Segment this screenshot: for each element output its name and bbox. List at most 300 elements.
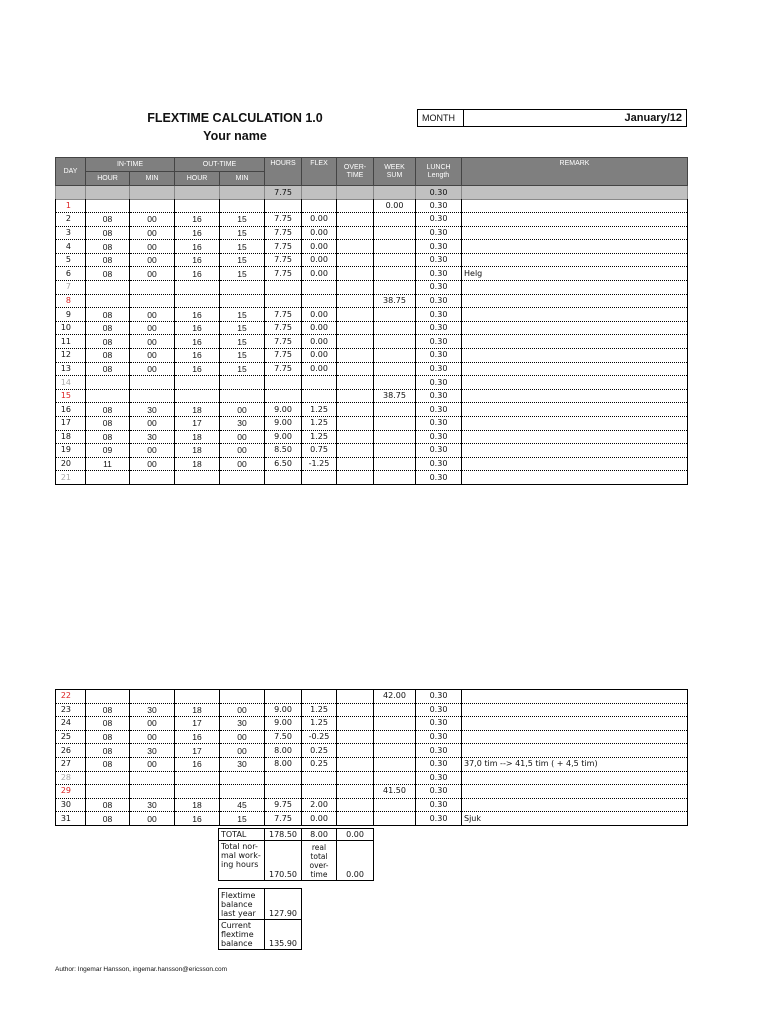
in-hour-cell[interactable] bbox=[86, 389, 130, 403]
in-hour-cell[interactable]: 08 bbox=[86, 730, 130, 744]
overtime-cell[interactable] bbox=[337, 417, 374, 431]
lunch-cell[interactable]: 0.30 bbox=[416, 267, 462, 281]
out-min-cell[interactable]: 15 bbox=[220, 213, 265, 227]
week-sum-cell bbox=[374, 253, 416, 267]
hours-cell: 7.75 bbox=[265, 226, 302, 240]
week-sum-cell bbox=[374, 457, 416, 471]
hours-cell: 9.00 bbox=[265, 703, 302, 717]
overtime-cell[interactable] bbox=[337, 771, 374, 785]
in-min-cell[interactable]: 00 bbox=[130, 417, 175, 431]
hours-cell: 8.50 bbox=[265, 444, 302, 458]
out-hour-cell[interactable]: 18 bbox=[175, 798, 220, 812]
remark-cell[interactable]: Sjuk bbox=[462, 812, 688, 826]
overtime-cell[interactable] bbox=[337, 457, 374, 471]
overtime-cell[interactable] bbox=[337, 226, 374, 240]
out-hour-cell[interactable]: 16 bbox=[175, 253, 220, 267]
hours-cell bbox=[265, 785, 302, 799]
balance-last-year-value[interactable]: 127.90 bbox=[265, 889, 302, 920]
in-hour-cell[interactable]: 08 bbox=[86, 417, 130, 431]
overtime-cell[interactable] bbox=[337, 703, 374, 717]
day-row bbox=[56, 812, 688, 826]
out-hour-cell[interactable]: 18 bbox=[175, 403, 220, 417]
lunch-cell[interactable]: 0.30 bbox=[416, 457, 462, 471]
total-label: TOTAL bbox=[219, 829, 265, 841]
flex-cell: 0.00 bbox=[302, 240, 337, 254]
in-min-cell[interactable]: 30 bbox=[130, 430, 175, 444]
in-min-cell[interactable]: 00 bbox=[130, 812, 175, 826]
hours-cell bbox=[265, 471, 302, 485]
out-min-cell[interactable]: 00 bbox=[220, 744, 265, 758]
lunch-cell[interactable]: 0.30 bbox=[416, 240, 462, 254]
in-min-cell[interactable] bbox=[130, 785, 175, 799]
out-hour-cell[interactable]: 16 bbox=[175, 757, 220, 771]
month-value[interactable]: January/12 bbox=[624, 112, 682, 124]
overtime-cell[interactable] bbox=[337, 690, 374, 704]
out-hour-cell[interactable] bbox=[175, 471, 220, 485]
out-min-cell[interactable] bbox=[220, 294, 265, 308]
day-cell: 30 bbox=[56, 798, 86, 812]
hours-cell: 7.75 bbox=[265, 267, 302, 281]
out-min-cell[interactable]: 15 bbox=[220, 226, 265, 240]
in-min-cell[interactable]: 00 bbox=[130, 757, 175, 771]
hours-cell: 9.00 bbox=[265, 717, 302, 731]
in-hour-cell[interactable] bbox=[86, 281, 130, 295]
remark-cell[interactable] bbox=[462, 362, 688, 376]
overtime-cell[interactable] bbox=[337, 403, 374, 417]
real-overtime-value: 0.00 bbox=[337, 841, 374, 881]
in-min-cell[interactable]: 00 bbox=[130, 717, 175, 731]
remark-cell[interactable] bbox=[462, 376, 688, 390]
overtime-cell[interactable] bbox=[337, 349, 374, 363]
remark-cell[interactable] bbox=[462, 430, 688, 444]
week-sum-cell bbox=[374, 376, 416, 390]
lunch-cell[interactable]: 0.30 bbox=[416, 308, 462, 322]
day-row bbox=[56, 430, 688, 444]
lunch-cell[interactable]: 0.30 bbox=[416, 430, 462, 444]
out-hour-cell[interactable]: 16 bbox=[175, 730, 220, 744]
remark-cell[interactable]: Helg bbox=[462, 267, 688, 281]
in-hour-cell[interactable] bbox=[86, 690, 130, 704]
overtime-cell[interactable] bbox=[337, 199, 374, 213]
week-sum-cell bbox=[374, 430, 416, 444]
hours-cell: 9.00 bbox=[265, 403, 302, 417]
week-sum-cell bbox=[374, 471, 416, 485]
lunch-cell[interactable]: 0.30 bbox=[416, 798, 462, 812]
remark-cell[interactable]: 37,0 tim --> 41,5 tim ( + 4,5 tim) bbox=[462, 757, 688, 771]
out-min-cell[interactable] bbox=[220, 471, 265, 485]
week-sum-cell bbox=[374, 444, 416, 458]
hours-cell: 7.75 bbox=[265, 321, 302, 335]
overtime-cell[interactable] bbox=[337, 389, 374, 403]
in-hour-cell[interactable] bbox=[86, 771, 130, 785]
hours-cell: 9.00 bbox=[265, 417, 302, 431]
lunch-cell[interactable]: 0.30 bbox=[416, 335, 462, 349]
out-min-cell[interactable]: 15 bbox=[220, 267, 265, 281]
out-min-cell[interactable] bbox=[220, 389, 265, 403]
in-hour-cell[interactable]: 08 bbox=[86, 812, 130, 826]
out-hour-cell[interactable]: 16 bbox=[175, 335, 220, 349]
in-hour-cell[interactable]: 08 bbox=[86, 335, 130, 349]
remark-cell[interactable] bbox=[462, 240, 688, 254]
lunch-cell[interactable]: 0.30 bbox=[416, 389, 462, 403]
remark-cell[interactable] bbox=[462, 444, 688, 458]
lunch-cell[interactable]: 0.30 bbox=[416, 253, 462, 267]
hours-cell: 8.00 bbox=[265, 744, 302, 758]
col-day: DAY bbox=[56, 158, 86, 186]
day-row bbox=[56, 703, 688, 717]
remark-cell[interactable] bbox=[462, 457, 688, 471]
day-cell: 13 bbox=[56, 362, 86, 376]
lunch-cell[interactable]: 0.30 bbox=[416, 771, 462, 785]
hours-cell bbox=[265, 690, 302, 704]
days-table-part2 bbox=[55, 689, 688, 826]
in-min-cell[interactable]: 00 bbox=[130, 730, 175, 744]
remark-cell[interactable] bbox=[462, 321, 688, 335]
in-min-cell[interactable]: 30 bbox=[130, 744, 175, 758]
lunch-cell[interactable]: 0.30 bbox=[416, 471, 462, 485]
in-hour-cell[interactable] bbox=[86, 785, 130, 799]
lunch-cell[interactable]: 0.30 bbox=[416, 785, 462, 799]
lunch-cell[interactable]: 0.30 bbox=[416, 417, 462, 431]
out-min-cell[interactable]: 15 bbox=[220, 321, 265, 335]
out-hour-cell[interactable]: 16 bbox=[175, 308, 220, 322]
out-min-cell[interactable]: 00 bbox=[220, 430, 265, 444]
overtime-cell[interactable] bbox=[337, 798, 374, 812]
day-row bbox=[56, 213, 688, 227]
remark-cell[interactable] bbox=[462, 253, 688, 267]
day-row bbox=[56, 417, 688, 431]
overtime-cell[interactable] bbox=[337, 812, 374, 826]
lunch-cell[interactable]: 0.30 bbox=[416, 199, 462, 213]
week-sum-cell: 42.00 bbox=[374, 690, 416, 704]
remark-cell[interactable] bbox=[462, 744, 688, 758]
out-hour-cell[interactable]: 18 bbox=[175, 444, 220, 458]
col-hours: HOURS bbox=[265, 158, 302, 186]
month-box bbox=[417, 109, 687, 127]
normal-hours-label: Total nor-mal work-ing hours bbox=[219, 841, 265, 881]
out-hour-cell[interactable]: 16 bbox=[175, 812, 220, 826]
in-min-cell[interactable]: 00 bbox=[130, 253, 175, 267]
lunch-cell[interactable]: 0.30 bbox=[416, 444, 462, 458]
out-min-cell[interactable] bbox=[220, 690, 265, 704]
out-hour-cell[interactable]: 16 bbox=[175, 362, 220, 376]
out-hour-cell[interactable]: 18 bbox=[175, 703, 220, 717]
flex-cell: 0.00 bbox=[302, 213, 337, 227]
day-cell: 8 bbox=[56, 294, 86, 308]
in-min-cell[interactable] bbox=[130, 281, 175, 295]
day-cell: 1 bbox=[56, 199, 86, 213]
flex-cell: 0.00 bbox=[302, 267, 337, 281]
out-hour-cell[interactable]: 17 bbox=[175, 717, 220, 731]
day-row bbox=[56, 690, 688, 704]
week-sum-cell bbox=[374, 349, 416, 363]
remark-cell[interactable] bbox=[462, 281, 688, 295]
out-hour-cell[interactable] bbox=[175, 771, 220, 785]
overtime-cell[interactable] bbox=[337, 240, 374, 254]
in-hour-cell[interactable]: 08 bbox=[86, 240, 130, 254]
in-min-cell[interactable]: 00 bbox=[130, 240, 175, 254]
out-hour-cell[interactable]: 18 bbox=[175, 430, 220, 444]
day-cell: 4 bbox=[56, 240, 86, 254]
remark-cell[interactable] bbox=[462, 730, 688, 744]
in-hour-cell[interactable]: 08 bbox=[86, 253, 130, 267]
in-hour-cell[interactable]: 08 bbox=[86, 717, 130, 731]
out-hour-cell[interactable]: 16 bbox=[175, 321, 220, 335]
overtime-cell[interactable] bbox=[337, 730, 374, 744]
day-cell: 31 bbox=[56, 812, 86, 826]
out-hour-cell[interactable] bbox=[175, 281, 220, 295]
out-min-cell[interactable]: 15 bbox=[220, 349, 265, 363]
out-min-cell[interactable]: 15 bbox=[220, 240, 265, 254]
out-min-cell[interactable]: 00 bbox=[220, 730, 265, 744]
remark-cell[interactable] bbox=[462, 199, 688, 213]
in-min-cell[interactable]: 00 bbox=[130, 308, 175, 322]
lunch-cell[interactable]: 0.30 bbox=[416, 703, 462, 717]
default-lunch[interactable]: 0.30 bbox=[416, 186, 462, 200]
day-row bbox=[56, 281, 688, 295]
remark-cell[interactable] bbox=[462, 717, 688, 731]
in-hour-cell[interactable]: 08 bbox=[86, 267, 130, 281]
col-in-hour: HOUR bbox=[86, 172, 130, 186]
in-hour-cell[interactable]: 08 bbox=[86, 349, 130, 363]
out-hour-cell[interactable]: 16 bbox=[175, 267, 220, 281]
out-hour-cell[interactable] bbox=[175, 199, 220, 213]
out-min-cell[interactable] bbox=[220, 376, 265, 390]
out-min-cell[interactable]: 15 bbox=[220, 308, 265, 322]
out-min-cell[interactable] bbox=[220, 199, 265, 213]
hours-cell: 9.75 bbox=[265, 798, 302, 812]
in-min-cell[interactable] bbox=[130, 294, 175, 308]
out-hour-cell[interactable] bbox=[175, 690, 220, 704]
lunch-cell[interactable]: 0.30 bbox=[416, 690, 462, 704]
in-min-cell[interactable]: 00 bbox=[130, 362, 175, 376]
in-min-cell[interactable]: 30 bbox=[130, 703, 175, 717]
out-min-cell[interactable]: 00 bbox=[220, 403, 265, 417]
in-hour-cell[interactable]: 08 bbox=[86, 403, 130, 417]
out-min-cell[interactable]: 00 bbox=[220, 457, 265, 471]
in-hour-cell[interactable] bbox=[86, 199, 130, 213]
remark-cell[interactable] bbox=[462, 471, 688, 485]
day-row bbox=[56, 717, 688, 731]
out-hour-cell[interactable] bbox=[175, 376, 220, 390]
out-hour-cell[interactable]: 17 bbox=[175, 744, 220, 758]
lunch-cell[interactable]: 0.30 bbox=[416, 281, 462, 295]
lunch-cell[interactable]: 0.30 bbox=[416, 362, 462, 376]
lunch-cell[interactable]: 0.30 bbox=[416, 349, 462, 363]
remark-cell[interactable] bbox=[462, 308, 688, 322]
remark-cell[interactable] bbox=[462, 417, 688, 431]
flex-cell bbox=[302, 199, 337, 213]
lunch-cell[interactable]: 0.30 bbox=[416, 744, 462, 758]
overtime-cell[interactable] bbox=[337, 430, 374, 444]
in-min-cell[interactable]: 00 bbox=[130, 267, 175, 281]
remark-cell[interactable] bbox=[462, 703, 688, 717]
day-row bbox=[56, 403, 688, 417]
in-hour-cell[interactable]: 11 bbox=[86, 457, 130, 471]
in-hour-cell[interactable]: 08 bbox=[86, 362, 130, 376]
out-min-cell[interactable]: 30 bbox=[220, 417, 265, 431]
out-min-cell[interactable]: 30 bbox=[220, 717, 265, 731]
in-min-cell[interactable] bbox=[130, 376, 175, 390]
in-hour-cell[interactable] bbox=[86, 471, 130, 485]
month-label: MONTH bbox=[418, 110, 464, 126]
col-lunch-1: LUNCH bbox=[426, 163, 451, 171]
remark-cell[interactable] bbox=[462, 389, 688, 403]
in-hour-cell[interactable]: 08 bbox=[86, 798, 130, 812]
overtime-cell[interactable] bbox=[337, 213, 374, 227]
in-hour-cell[interactable]: 08 bbox=[86, 226, 130, 240]
overtime-cell[interactable] bbox=[337, 444, 374, 458]
day-row bbox=[56, 389, 688, 403]
week-sum-cell bbox=[374, 730, 416, 744]
in-min-cell[interactable]: 00 bbox=[130, 335, 175, 349]
in-hour-cell[interactable]: 08 bbox=[86, 321, 130, 335]
out-hour-cell[interactable] bbox=[175, 785, 220, 799]
lunch-cell[interactable]: 0.30 bbox=[416, 757, 462, 771]
in-min-cell[interactable]: 00 bbox=[130, 457, 175, 471]
flex-cell: 0.00 bbox=[302, 812, 337, 826]
day-cell: 21 bbox=[56, 471, 86, 485]
day-row bbox=[56, 730, 688, 744]
hours-cell bbox=[265, 294, 302, 308]
day-cell: 3 bbox=[56, 226, 86, 240]
in-hour-cell[interactable]: 09 bbox=[86, 444, 130, 458]
out-min-cell[interactable]: 15 bbox=[220, 362, 265, 376]
overtime-cell[interactable] bbox=[337, 717, 374, 731]
out-min-cell[interactable]: 00 bbox=[220, 703, 265, 717]
out-hour-cell[interactable]: 16 bbox=[175, 226, 220, 240]
lunch-cell[interactable]: 0.30 bbox=[416, 226, 462, 240]
in-min-cell[interactable]: 00 bbox=[130, 226, 175, 240]
in-min-cell[interactable]: 00 bbox=[130, 349, 175, 363]
in-hour-cell[interactable]: 08 bbox=[86, 744, 130, 758]
out-min-cell[interactable]: 45 bbox=[220, 798, 265, 812]
lunch-cell[interactable]: 0.30 bbox=[416, 213, 462, 227]
overtime-cell[interactable] bbox=[337, 253, 374, 267]
out-min-cell[interactable] bbox=[220, 281, 265, 295]
remark-cell[interactable] bbox=[462, 335, 688, 349]
in-min-cell[interactable] bbox=[130, 771, 175, 785]
remark-cell[interactable] bbox=[462, 349, 688, 363]
current-balance-value: 135.90 bbox=[265, 920, 302, 950]
remark-cell[interactable] bbox=[462, 294, 688, 308]
lunch-cell[interactable]: 0.30 bbox=[416, 403, 462, 417]
remark-cell[interactable] bbox=[462, 771, 688, 785]
in-min-cell[interactable]: 00 bbox=[130, 444, 175, 458]
remark-cell[interactable] bbox=[462, 798, 688, 812]
lunch-cell[interactable]: 0.30 bbox=[416, 717, 462, 731]
remark-cell[interactable] bbox=[462, 785, 688, 799]
in-hour-cell[interactable]: 08 bbox=[86, 308, 130, 322]
in-hour-cell[interactable] bbox=[86, 376, 130, 390]
day-row bbox=[56, 744, 688, 758]
lunch-cell[interactable]: 0.30 bbox=[416, 294, 462, 308]
out-min-cell[interactable]: 15 bbox=[220, 812, 265, 826]
in-hour-cell[interactable]: 08 bbox=[86, 703, 130, 717]
overtime-cell[interactable] bbox=[337, 376, 374, 390]
in-min-cell[interactable]: 30 bbox=[130, 403, 175, 417]
remark-cell[interactable] bbox=[462, 403, 688, 417]
out-hour-cell[interactable]: 18 bbox=[175, 457, 220, 471]
out-hour-cell[interactable]: 17 bbox=[175, 417, 220, 431]
out-min-cell[interactable] bbox=[220, 771, 265, 785]
overtime-cell[interactable] bbox=[337, 335, 374, 349]
lunch-cell[interactable]: 0.30 bbox=[416, 812, 462, 826]
flex-cell bbox=[302, 281, 337, 295]
day-cell: 19 bbox=[56, 444, 86, 458]
out-hour-cell[interactable]: 16 bbox=[175, 213, 220, 227]
overtime-cell[interactable] bbox=[337, 744, 374, 758]
flex-cell: 0.25 bbox=[302, 757, 337, 771]
in-min-cell[interactable]: 00 bbox=[130, 321, 175, 335]
overtime-cell[interactable] bbox=[337, 267, 374, 281]
col-week-sum bbox=[374, 158, 416, 186]
overtime-cell[interactable] bbox=[337, 321, 374, 335]
default-hours[interactable]: 7.75 bbox=[265, 186, 302, 200]
overtime-cell[interactable] bbox=[337, 362, 374, 376]
overtime-cell[interactable] bbox=[337, 281, 374, 295]
in-min-cell[interactable]: 00 bbox=[130, 213, 175, 227]
flex-cell bbox=[302, 376, 337, 390]
in-min-cell[interactable] bbox=[130, 471, 175, 485]
balance-last-year-label: Flextime balance last year bbox=[219, 889, 265, 920]
col-in-time: IN-TIME bbox=[86, 158, 175, 172]
remark-cell[interactable] bbox=[462, 213, 688, 227]
out-min-cell[interactable]: 15 bbox=[220, 335, 265, 349]
remark-cell[interactable] bbox=[462, 226, 688, 240]
out-min-cell[interactable]: 00 bbox=[220, 444, 265, 458]
in-hour-cell[interactable] bbox=[86, 294, 130, 308]
col-out-hour: HOUR bbox=[175, 172, 220, 186]
flex-cell bbox=[302, 690, 337, 704]
week-sum-cell: 41.50 bbox=[374, 785, 416, 799]
lunch-cell[interactable]: 0.30 bbox=[416, 376, 462, 390]
week-sum-cell bbox=[374, 281, 416, 295]
in-min-cell[interactable] bbox=[130, 389, 175, 403]
defaults-row bbox=[56, 186, 688, 200]
day-row bbox=[56, 444, 688, 458]
out-min-cell[interactable]: 15 bbox=[220, 253, 265, 267]
week-sum-cell bbox=[374, 240, 416, 254]
day-row bbox=[56, 457, 688, 471]
out-hour-cell[interactable] bbox=[175, 294, 220, 308]
days-table-part1 bbox=[55, 199, 688, 485]
out-hour-cell[interactable]: 16 bbox=[175, 240, 220, 254]
in-hour-cell[interactable]: 08 bbox=[86, 430, 130, 444]
out-hour-cell[interactable]: 16 bbox=[175, 349, 220, 363]
out-min-cell[interactable] bbox=[220, 785, 265, 799]
overtime-cell[interactable] bbox=[337, 308, 374, 322]
flex-cell bbox=[302, 785, 337, 799]
flex-cell bbox=[302, 294, 337, 308]
in-hour-cell[interactable]: 08 bbox=[86, 757, 130, 771]
out-min-cell[interactable]: 30 bbox=[220, 757, 265, 771]
in-min-cell[interactable]: 30 bbox=[130, 798, 175, 812]
overtime-cell[interactable] bbox=[337, 785, 374, 799]
out-hour-cell[interactable] bbox=[175, 389, 220, 403]
lunch-cell[interactable]: 0.30 bbox=[416, 730, 462, 744]
lunch-cell[interactable]: 0.30 bbox=[416, 321, 462, 335]
overtime-cell[interactable] bbox=[337, 294, 374, 308]
remark-cell[interactable] bbox=[462, 690, 688, 704]
in-min-cell[interactable] bbox=[130, 690, 175, 704]
in-hour-cell[interactable]: 08 bbox=[86, 213, 130, 227]
week-sum-cell: 38.75 bbox=[374, 294, 416, 308]
in-min-cell[interactable] bbox=[130, 199, 175, 213]
overtime-cell[interactable] bbox=[337, 471, 374, 485]
overtime-cell[interactable] bbox=[337, 757, 374, 771]
day-row bbox=[56, 335, 688, 349]
